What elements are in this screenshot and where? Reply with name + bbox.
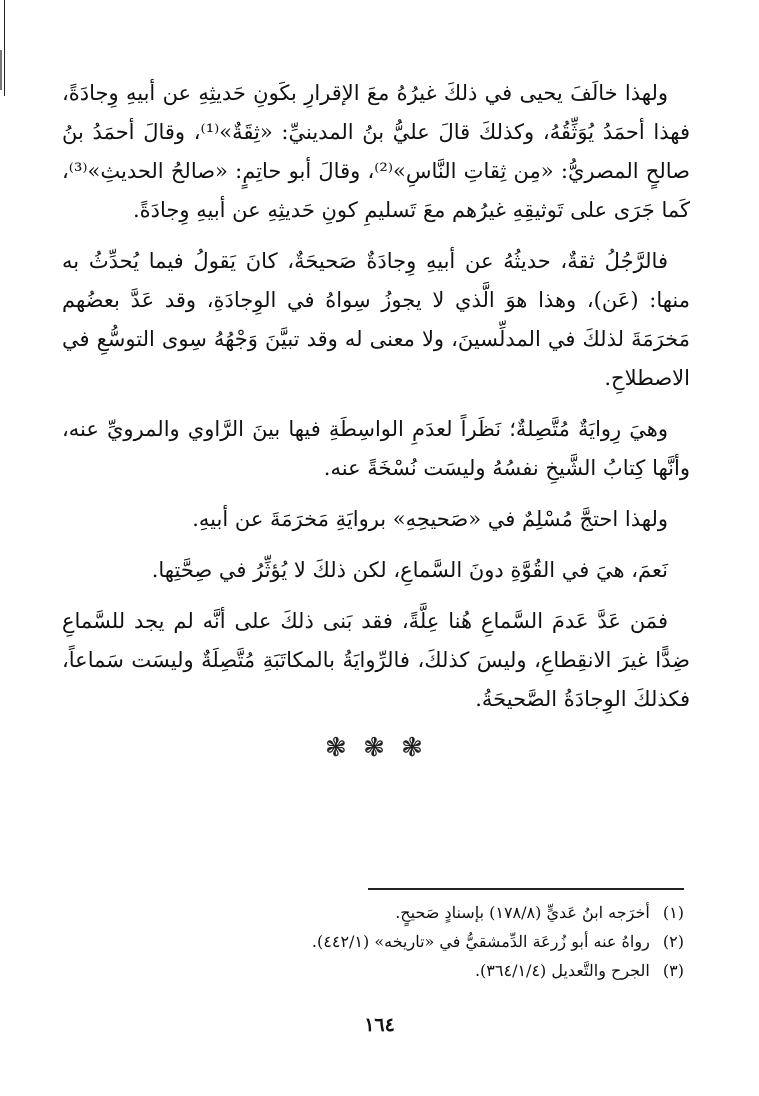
footnote-number: (٢) bbox=[662, 932, 684, 951]
paragraph-5: نَعمَ، هيَ في القُوَّةِ دونَ السَّماعِ، لكن ذلكَ لا يُؤثِّرُ في صِحَّتِها. bbox=[151, 558, 668, 582]
page-edge-line bbox=[4, 0, 5, 96]
footnote-number: (٣) bbox=[662, 961, 684, 980]
footnote-3 bbox=[62, 956, 690, 985]
page-edge-shadow bbox=[0, 50, 2, 90]
paragraph-6: فمَن عَدَّ عَدمَ السَّماعِ هُنا عِلَّةً، فقد بَنى ذلكَ على أنَّه لم يجد للسَّماعِ ضِدًّا غيرَ الانقِطاعِ، وليسَ كذلكَ، فالرِّوايَةُ بالمكاتَبَةِ مُتَّصِلَةٌ وليسَت سَماعاً، فكذلكَ الوِجادَةُ الصَّحيحَةُ. bbox=[62, 609, 690, 711]
footnote-text: رواهُ عنه أبو زُرعَة الدِّمشقيُّ في «تاريخه» (٤٤٢/١). bbox=[311, 932, 650, 951]
footnote-1 bbox=[62, 898, 690, 927]
footnote-text: الجرح والتَّعديل (٣٦٤/١/٤). bbox=[474, 961, 650, 980]
page-number: ١٦٤ bbox=[364, 1014, 395, 1036]
section-ornament: ❃ ❃ ❃ bbox=[325, 733, 427, 763]
paragraph-1: ولهذا خالَفَ يحيى في ذلكَ غيرُهُ معَ الإقرارِ بكَونِ حَديثِهِ عن أبيهِ وِجادَةً، فهذا أحمَدُ يُوَثِّقُهُ، وكذلكَ قالَ عليُّ بنُ المدينيِّ: «ثِقَةٌ»⁽¹⁾، وقالَ أحمَدُ بنُ صالحٍ المصريُّ: «مِن ثِقاتِ النَّاسِ»⁽²⁾، وقالَ أبو حاتِمٍ: «صالحُ الحديثِ»⁽³⁾، كَما جَرَى على تَوثيقِهِ غيرُهم معَ تَسليمِ كونِ حَديثِهِ عن أبيهِ وِجادَةً. bbox=[62, 81, 691, 222]
footnote-number: (١) bbox=[662, 903, 684, 922]
paragraph-2: فالرَّجُلُ ثقةٌ، حديثُهُ عن أبيهِ وِجادَةٌ صَحيحَةٌ، كانَ يَقولُ فيما يُحدِّثُ به منها: (عَن)، وهذا هوَ الَّذي لا يجوزُ سِواهُ في الوِجادَةِ، وقد عَدَّ بعضُهم مَخرَمَةَ لذلكَ في المدلِّسينَ، ولا معنى له وقد تبيَّنَ وَجْهُهُ سِوى التوسُّعِ في الاصطلاحِ. bbox=[62, 249, 690, 390]
footnote-text: أخرَجه ابنُ عَديٍّ (١٧٨/٨) بإسنادٍ صَحيحٍ. bbox=[395, 903, 650, 922]
footnote-2 bbox=[62, 927, 690, 956]
paragraph-4: ولهذا احتجَّ مُسْلِمٌ في «صَحيحِهِ» بروايَةِ مَخرَمَةَ عن أبيهِ. bbox=[192, 507, 668, 531]
paragraph-3: وهيَ رِوايَةٌ مُتَّصِلةٌ؛ نَظَراً لعدَمِ الواسِطَةِ فيها بينَ الرَّاوي والمرويِّ عنه، وأنَّها كِتابُ الشَّيخِ نفسُهُ وليسَت نُسْخَةً عنه. bbox=[62, 417, 690, 480]
footnote-divider bbox=[368, 888, 684, 890]
footnotes bbox=[62, 898, 690, 985]
main-text bbox=[62, 74, 690, 768]
